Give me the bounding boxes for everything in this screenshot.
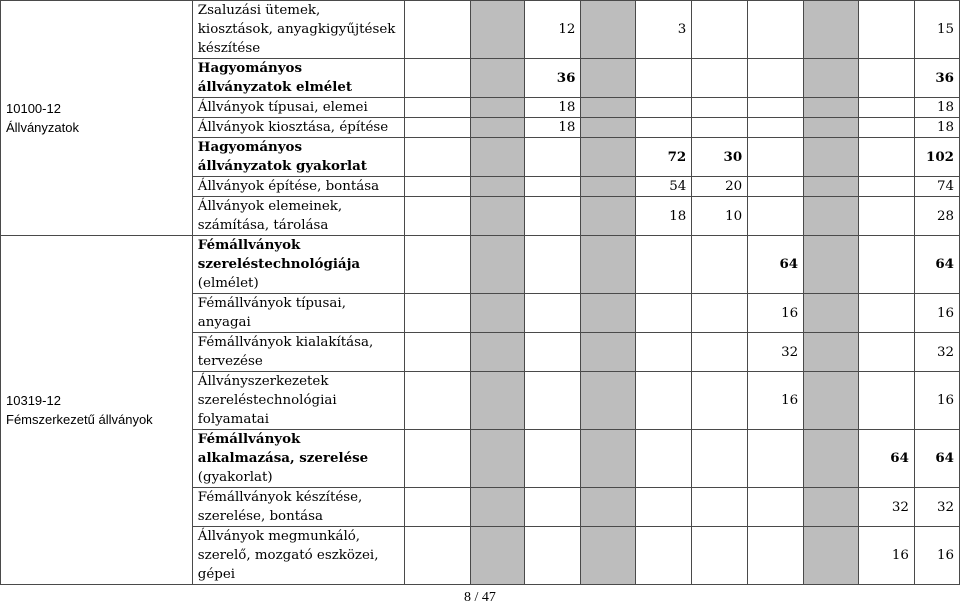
shaded-cell: [581, 1, 636, 59]
shaded-cell: [470, 177, 525, 197]
topic-suffix: (elmélet): [197, 276, 259, 291]
shaded-cell: [804, 294, 859, 333]
shaded-cell: [804, 138, 859, 177]
hours-cell: [859, 98, 915, 118]
total-cell: 28: [914, 197, 959, 236]
hours-cell: [692, 59, 748, 98]
shaded-cell: [804, 59, 859, 98]
shaded-cell: [804, 118, 859, 138]
topic-cell: [192, 177, 404, 197]
topic-text: Fémállványok alkalmazása, szerelése: [197, 431, 369, 466]
shaded-cell: [804, 430, 859, 488]
shaded-cell: [470, 98, 525, 118]
shaded-cell: [470, 488, 525, 527]
shaded-cell: [804, 372, 859, 430]
topic-cell: [192, 59, 404, 98]
topic-cell: [192, 488, 404, 527]
topic-cell: [192, 294, 404, 333]
shaded-cell: [804, 197, 859, 236]
shaded-cell: [581, 59, 636, 98]
module-code: 10100-12: [6, 101, 61, 116]
topic-cell: [192, 333, 404, 372]
hours-cell: [636, 294, 692, 333]
hours-cell: [748, 488, 804, 527]
topic-text: Állványok építése, bontása: [197, 179, 380, 194]
hours-cell: [404, 59, 470, 98]
hours-cell: 30: [692, 138, 748, 177]
module-code: 10319-12: [6, 393, 61, 408]
hours-cell: 32: [748, 333, 804, 372]
total-cell: 32: [914, 333, 959, 372]
total-cell: 64: [914, 236, 959, 294]
shaded-cell: [470, 372, 525, 430]
shaded-cell: [804, 177, 859, 197]
shaded-cell: [581, 333, 636, 372]
hours-cell: 18: [636, 197, 692, 236]
hours-cell: 18: [525, 98, 581, 118]
hours-cell: [404, 118, 470, 138]
topic-cell: [192, 430, 404, 488]
total-cell: 18: [914, 118, 959, 138]
topic-cell: [192, 1, 404, 59]
topic-cell: [192, 197, 404, 236]
hours-cell: [636, 488, 692, 527]
shaded-cell: [470, 197, 525, 236]
shaded-cell: [804, 488, 859, 527]
hours-cell: [636, 98, 692, 118]
hours-cell: 20: [692, 177, 748, 197]
hours-cell: [636, 372, 692, 430]
shaded-cell: [581, 98, 636, 118]
total-cell: 16: [914, 527, 959, 585]
shaded-cell: [804, 236, 859, 294]
hours-cell: [525, 177, 581, 197]
hours-cell: [692, 1, 748, 59]
page-indicator: 8 / 47: [464, 590, 496, 605]
hours-cell: [748, 98, 804, 118]
hours-cell: 16: [859, 527, 915, 585]
hours-cell: [692, 430, 748, 488]
hours-cell: [636, 333, 692, 372]
hours-cell: [748, 118, 804, 138]
shaded-cell: [470, 1, 525, 59]
hours-cell: [636, 430, 692, 488]
topic-text: Zsaluzási ütemek, kiosztások, anyagkigyűjtések készítése: [197, 3, 396, 56]
topic-cell: [192, 98, 404, 118]
hours-cell: [748, 59, 804, 98]
hours-cell: [859, 236, 915, 294]
topic-text: Fémállványok készítése, szerelése, bontása: [197, 490, 363, 524]
module-cell: [1, 1, 193, 236]
hours-cell: 3: [636, 1, 692, 59]
shaded-cell: [804, 98, 859, 118]
hours-cell: [525, 138, 581, 177]
shaded-cell: [804, 527, 859, 585]
shaded-cell: [581, 236, 636, 294]
topic-cell: [192, 138, 404, 177]
hours-cell: [859, 59, 915, 98]
hours-cell: [404, 177, 470, 197]
hours-cell: [748, 1, 804, 59]
topic-text: Fémállványok kialakítása, tervezése: [197, 335, 374, 369]
shaded-cell: [804, 333, 859, 372]
hours-cell: 10: [692, 197, 748, 236]
hours-cell: [525, 294, 581, 333]
hours-cell: [859, 372, 915, 430]
hours-cell: 16: [748, 372, 804, 430]
hours-cell: [692, 372, 748, 430]
hours-cell: [525, 372, 581, 430]
hours-cell: 32: [859, 488, 915, 527]
total-cell: 16: [914, 372, 959, 430]
topic-text: Állványok kiosztása, építése: [197, 120, 389, 135]
shaded-cell: [470, 236, 525, 294]
hours-cell: 72: [636, 138, 692, 177]
total-cell: 32: [914, 488, 959, 527]
topic-text: Állványok elemeinek, számítása, tárolása: [197, 199, 343, 233]
module-name: Fémszerkezetű állványok: [6, 412, 153, 427]
hours-cell: [859, 138, 915, 177]
hours-cell: 16: [748, 294, 804, 333]
hours-cell: [636, 118, 692, 138]
hours-cell: [859, 177, 915, 197]
shaded-cell: [470, 59, 525, 98]
hours-cell: [404, 98, 470, 118]
hours-cell: [636, 236, 692, 294]
hours-cell: [404, 488, 470, 527]
shaded-cell: [581, 372, 636, 430]
shaded-cell: [581, 177, 636, 197]
shaded-cell: [470, 430, 525, 488]
shaded-cell: [581, 527, 636, 585]
hours-cell: [859, 197, 915, 236]
shaded-cell: [470, 118, 525, 138]
hours-cell: [748, 177, 804, 197]
hours-cell: [404, 236, 470, 294]
topic-text: Állványok megmunkáló, szerelő, mozgató eszközei, gépei: [197, 529, 379, 582]
hours-cell: [636, 527, 692, 585]
hours-cell: 36: [525, 59, 581, 98]
shaded-cell: [581, 294, 636, 333]
hours-cell: 64: [748, 236, 804, 294]
topic-cell: [192, 527, 404, 585]
topic-text: Állványok típusai, elemei: [197, 100, 368, 115]
shaded-cell: [581, 488, 636, 527]
total-cell: 16: [914, 294, 959, 333]
total-cell: 15: [914, 1, 959, 59]
hours-cell: [404, 527, 470, 585]
total-cell: 64: [914, 430, 959, 488]
shaded-cell: [581, 197, 636, 236]
module-name: Állványzatok: [6, 120, 79, 135]
shaded-cell: [470, 294, 525, 333]
topic-suffix: (gyakorlat): [197, 470, 273, 485]
topic-text: Fémállványok szereléstechnológiája: [197, 237, 361, 272]
hours-cell: 18: [525, 118, 581, 138]
shaded-cell: [581, 138, 636, 177]
hours-cell: [692, 333, 748, 372]
hours-cell: [525, 488, 581, 527]
hours-cell: [692, 294, 748, 333]
hours-cell: [404, 430, 470, 488]
hours-cell: [859, 118, 915, 138]
hours-cell: [859, 1, 915, 59]
hours-cell: [859, 333, 915, 372]
shaded-cell: [470, 527, 525, 585]
shaded-cell: [581, 430, 636, 488]
shaded-cell: [804, 1, 859, 59]
hours-cell: [404, 138, 470, 177]
table-row: [1, 236, 960, 294]
shaded-cell: [581, 118, 636, 138]
hours-cell: [525, 333, 581, 372]
module-cell: [1, 236, 193, 585]
topic-text: Hagyományos állványzatok elmélet: [197, 60, 353, 95]
hours-cell: [692, 527, 748, 585]
shaded-cell: [470, 138, 525, 177]
hours-cell: [692, 98, 748, 118]
hours-cell: [748, 527, 804, 585]
hours-cell: [748, 138, 804, 177]
total-cell: 102: [914, 138, 959, 177]
hours-cell: [404, 1, 470, 59]
hours-cell: 54: [636, 177, 692, 197]
topic-text: Hagyományos állványzatok gyakorlat: [197, 139, 367, 174]
topic-text: Állványszerkezetek szereléstechnológiai folyamatai: [197, 374, 337, 427]
topic-cell: [192, 236, 404, 294]
topic-cell: [192, 372, 404, 430]
topic-cell: [192, 118, 404, 138]
total-cell: 74: [914, 177, 959, 197]
hours-cell: [525, 527, 581, 585]
hours-cell: [404, 197, 470, 236]
hours-cell: 64: [859, 430, 915, 488]
topic-text: Fémállványok típusai, anyagai: [197, 296, 346, 330]
hours-cell: [636, 59, 692, 98]
hours-cell: [404, 333, 470, 372]
table-row: [1, 1, 960, 59]
hours-cell: [404, 294, 470, 333]
table-body: [1, 1, 960, 585]
hours-cell: [748, 197, 804, 236]
hours-cell: [404, 372, 470, 430]
shaded-cell: [470, 333, 525, 372]
hours-cell: [525, 430, 581, 488]
hours-cell: [525, 197, 581, 236]
hours-cell: 12: [525, 1, 581, 59]
hours-cell: [748, 430, 804, 488]
total-cell: 36: [914, 59, 959, 98]
hours-cell: [525, 236, 581, 294]
hours-cell: [692, 488, 748, 527]
hours-cell: [692, 236, 748, 294]
hours-cell: [859, 294, 915, 333]
hours-cell: [692, 118, 748, 138]
total-cell: 18: [914, 98, 959, 118]
